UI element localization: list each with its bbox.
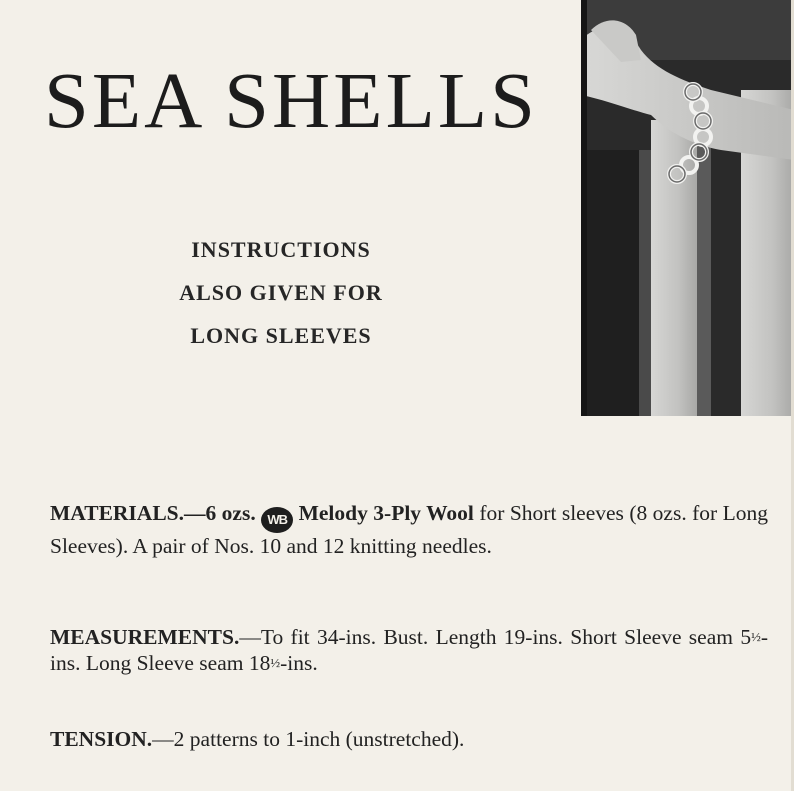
- measurements-paragraph: [50, 624, 768, 676]
- measurements-fraction-1: ½: [751, 629, 761, 644]
- subtitle-line-2: ALSO GIVEN FOR: [179, 280, 383, 305]
- measurements-label: MEASUREMENTS.: [50, 625, 240, 649]
- tension-label: TENSION.: [50, 727, 153, 751]
- materials-paragraph: [50, 500, 768, 559]
- measurements-text-1: —To fit 34-ins. Bust. Length 19-ins. Short Sleeve seam 5: [239, 625, 752, 649]
- tension-paragraph: [50, 726, 768, 752]
- materials-text: for Short sleeves (8 ozs. for Long Sleeves). A pair of Nos. 10 and 12 knitting needles.: [50, 501, 769, 558]
- page-title: SEA SHELLS: [44, 58, 539, 145]
- subtitle: [120, 228, 442, 357]
- wb-logo-icon: WB: [261, 507, 293, 533]
- tension-text: —2 patterns to 1-inch (unstretched).: [152, 727, 465, 751]
- subtitle-line-1: INSTRUCTIONS: [191, 237, 371, 262]
- subtitle-line-3: LONG SLEEVES: [190, 323, 372, 348]
- model-photo: [581, 0, 794, 416]
- materials-label: MATERIALS.—6 ozs.: [50, 501, 256, 525]
- materials-product: Melody 3-Ply Wool: [298, 501, 474, 525]
- measurements-text-2: -ins. Long Sleeve seam 18: [50, 625, 768, 675]
- measurements-fraction-2: ½: [270, 655, 281, 670]
- measurements-text-3: -ins.: [280, 651, 318, 675]
